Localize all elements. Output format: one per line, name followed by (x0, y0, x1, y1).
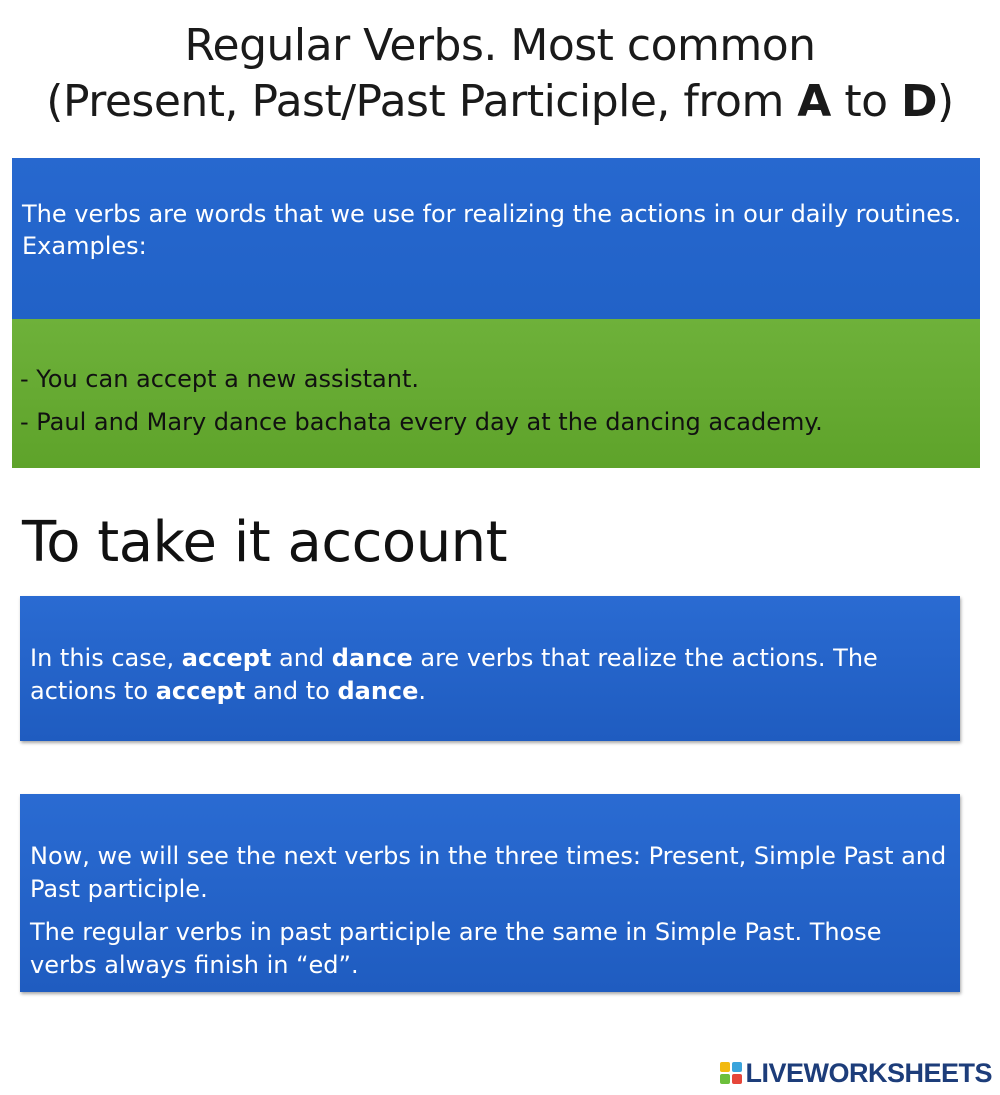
note-segment: are verbs that realize the actions. The actions to (30, 644, 878, 705)
title-letter-d: D (901, 76, 938, 127)
note-text (30, 642, 950, 708)
logo-square-icon (732, 1074, 742, 1084)
note-bold-word: dance (331, 644, 413, 672)
title-letter-a: A (797, 76, 831, 127)
logo-square-icon (720, 1062, 730, 1072)
examples-box (12, 319, 980, 468)
examples-label: Examples: (22, 232, 147, 260)
example-item-1: - You can accept a new assistant. (20, 365, 419, 393)
logo-square-icon (732, 1062, 742, 1072)
logo-square-icon (720, 1074, 730, 1084)
info-paragraph-2: The regular verbs in past participle are the same in Simple Past. Those verbs always finish in “ed”. (30, 918, 882, 979)
section-heading: To take it account (22, 510, 508, 575)
liveworksheets-logo (720, 1059, 992, 1087)
page-title-line-2 (0, 74, 1000, 130)
page-title-line-1: Regular Verbs. Most common (184, 20, 816, 71)
example-item-2: - Paul and Mary dance bachata every day at the dancing academy. (20, 408, 823, 436)
intro-box (12, 158, 980, 319)
note-segment: and to (245, 677, 338, 705)
intro-text: The verbs are words that we use for realizing the actions in our daily routines. (22, 200, 962, 228)
title-text: to (830, 76, 902, 127)
note-segment: and (271, 644, 332, 672)
note-segment: . (418, 677, 427, 705)
logo-text: LIVEWORKSHEETS (745, 1057, 992, 1088)
title-text: ) (937, 76, 954, 127)
logo-mark-icon (720, 1062, 742, 1084)
info-paragraph-1: Now, we will see the next verbs in the three times: Present, Simple Past and Past participle. (30, 842, 947, 903)
note-bold-word: dance (337, 677, 419, 705)
note-bold-word: accept (181, 644, 272, 672)
note-bold-word: accept (155, 677, 246, 705)
note-box (20, 596, 960, 741)
info-box (20, 794, 960, 992)
title-text: (Present, Past/Past Participle, from (46, 76, 798, 127)
note-segment: In this case, (30, 644, 182, 672)
page-title (0, 18, 1000, 130)
